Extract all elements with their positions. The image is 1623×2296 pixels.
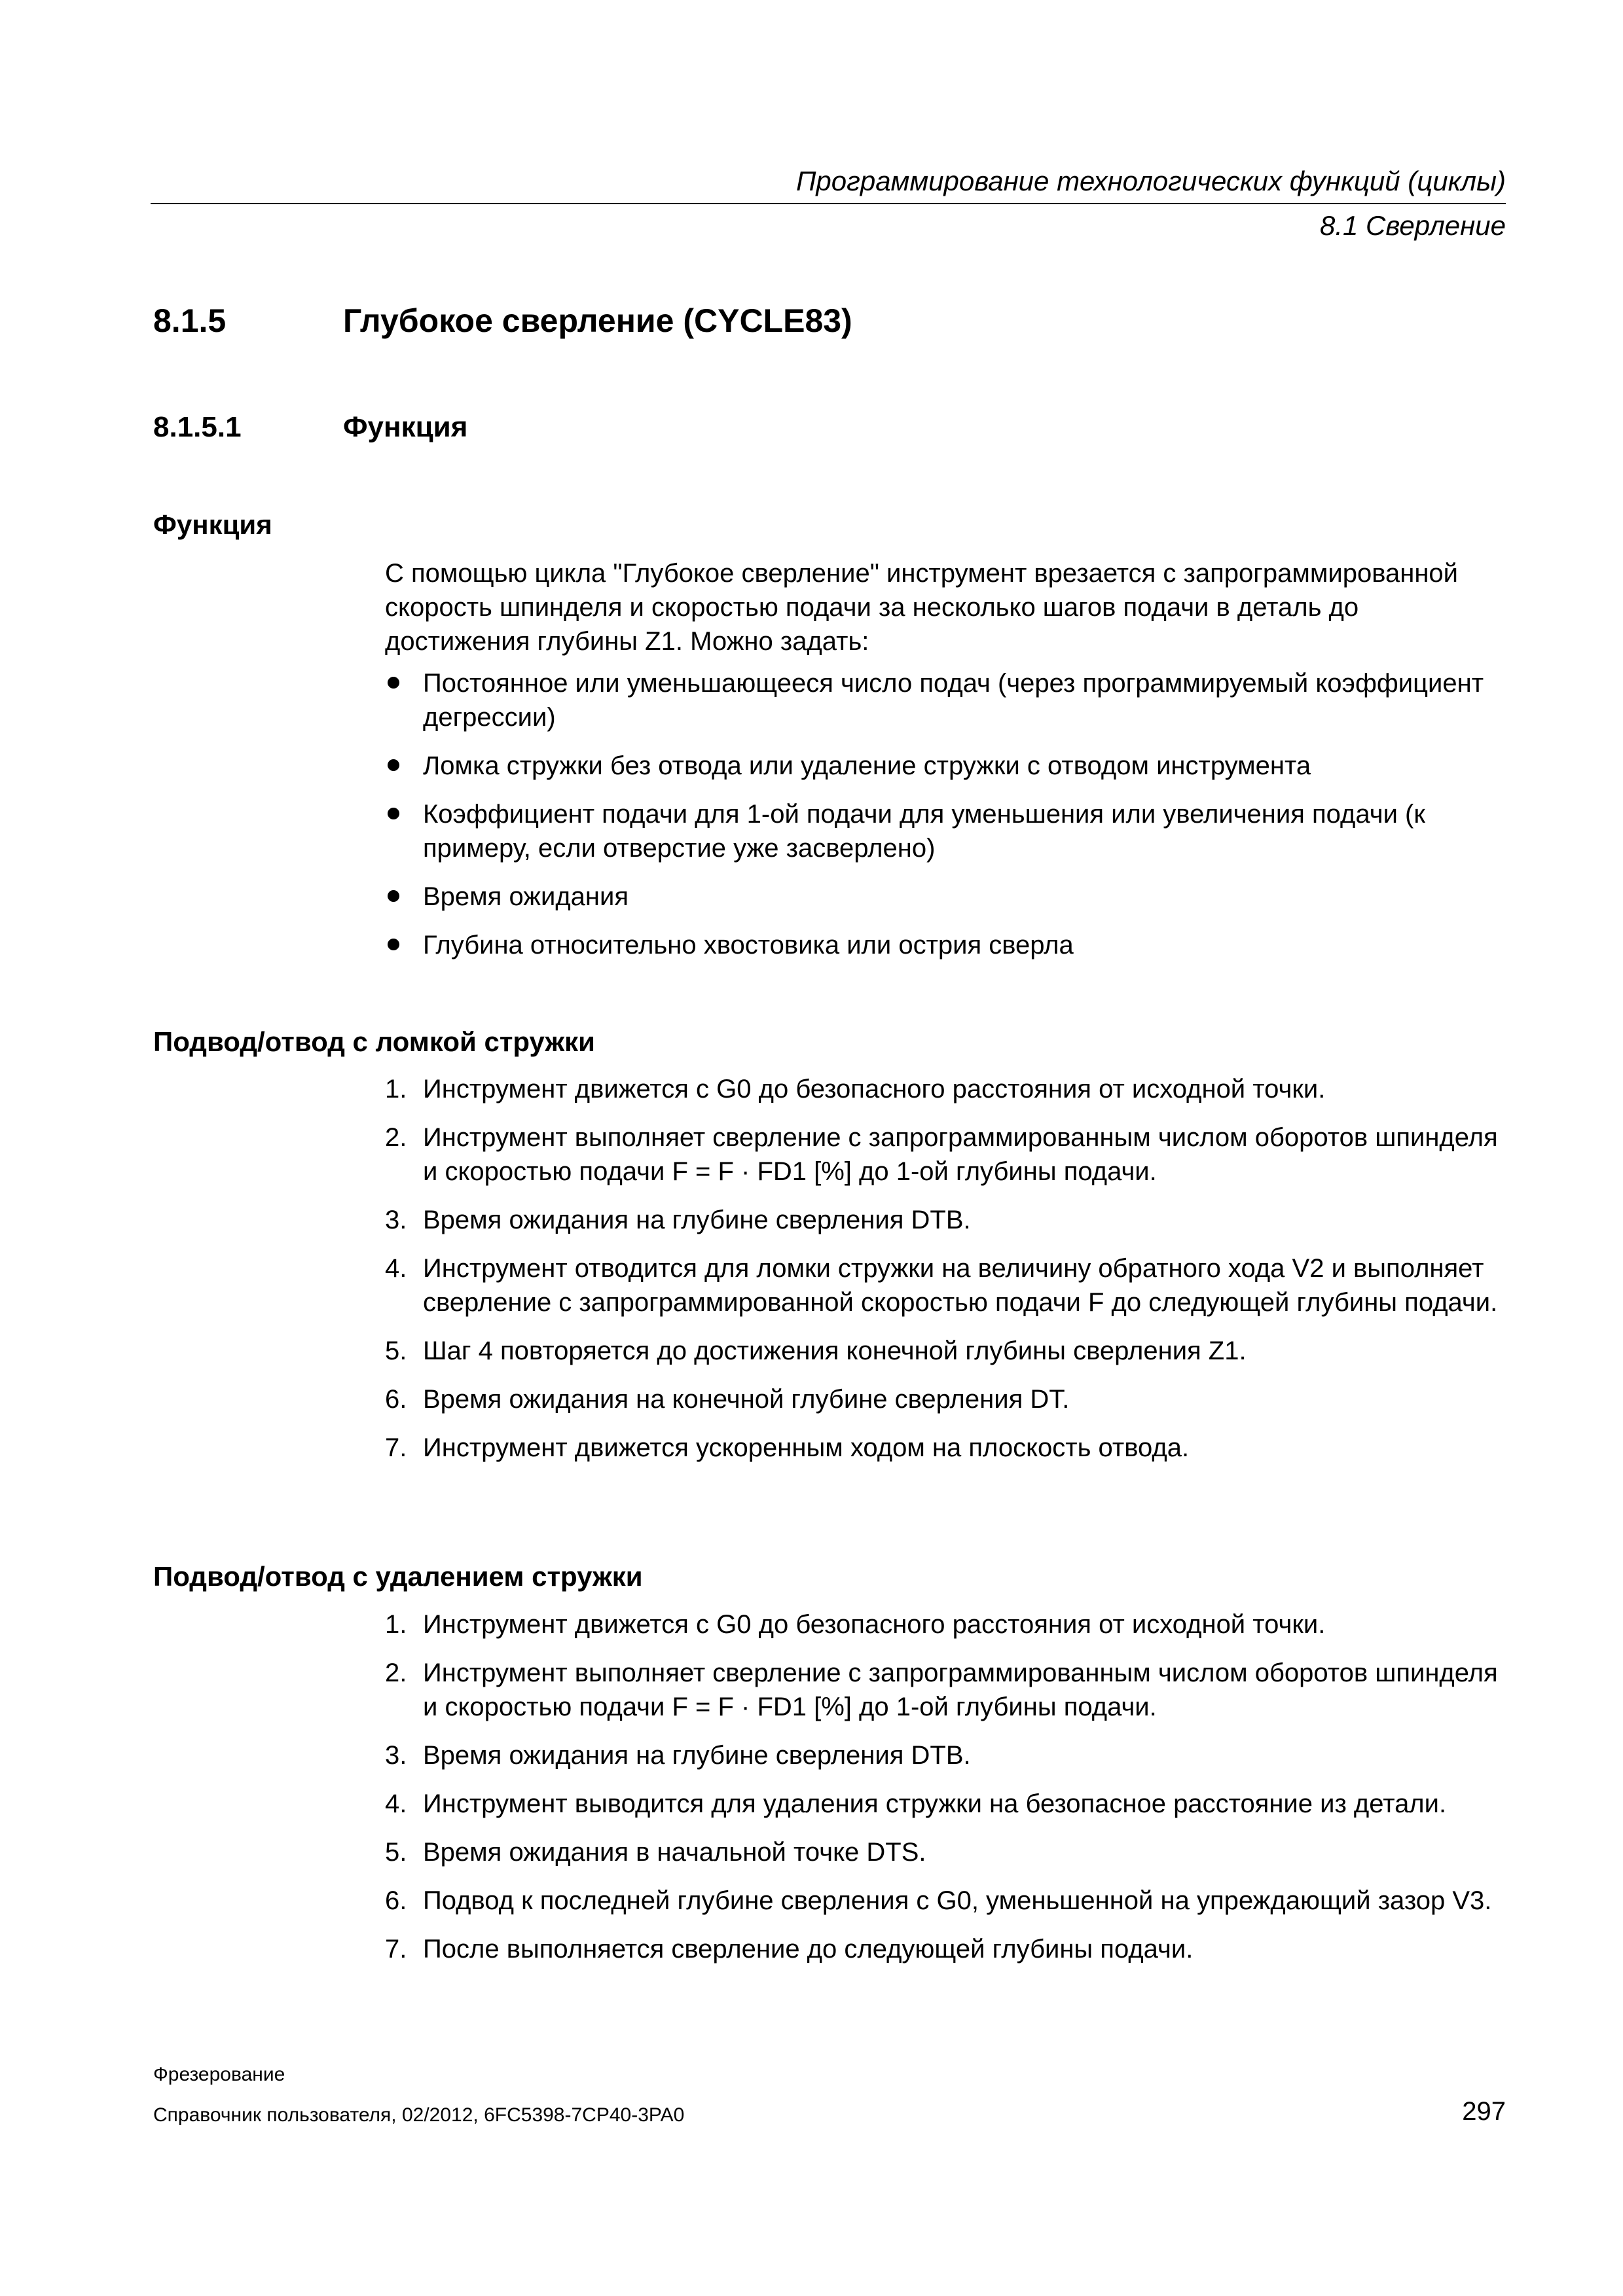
step-number: 1. — [385, 1610, 407, 1639]
list-item: 4. Инструмент выводится для удаления стружки на безопасное расстояние из детали. — [385, 1787, 1506, 1821]
step-number: 6. — [385, 1385, 407, 1414]
step-number: 7. — [385, 1935, 407, 1964]
list-item: 1. Инструмент движется с G0 до безопасного расстояния от исходной точки. — [385, 1607, 1506, 1641]
list-item: Постоянное или уменьшающееся число подач (через программируемый коэффициент дегрессии) — [385, 666, 1506, 734]
bullet-icon — [388, 759, 399, 771]
function-intro: С помощью цикла "Глубокое сверление" инструмент врезается с запрограммированной скорость шпинделя и скоростью подачи за несколько шагов подачи в деталь до достижения глубины Z1. Можно задать: — [385, 559, 1459, 656]
step-number: 2. — [385, 1123, 407, 1152]
subsection-heading — [153, 409, 467, 446]
chip-removal-steps — [385, 1607, 1506, 1981]
step-number: 6. — [385, 1886, 407, 1915]
running-header-subtitle: 8.1 Сверление — [1319, 210, 1506, 241]
section-title: Глубокое сверление (CYCLE83) — [343, 302, 852, 339]
step-number: 1. — [385, 1075, 407, 1103]
running-header — [151, 164, 1506, 241]
list-item: 6. Время ожидания на конечной глубине сверления DT. — [385, 1382, 1506, 1416]
step-number: 5. — [385, 1336, 407, 1365]
step-number: 5. — [385, 1838, 407, 1867]
list-item: Время ожидания — [385, 880, 1506, 914]
step-number: 2. — [385, 1659, 407, 1687]
list-item: 4. Инструмент отводится для ломки стружки на величину обратного хода V2 и выполняет сверление с запрограммированной скоростью подачи F до следующей глубины подачи. — [385, 1251, 1506, 1319]
list-item: 6. Подвод к последней глубине сверления с G0, уменьшенной на упреждающий зазор V3. — [385, 1884, 1506, 1918]
list-item: 5. Шаг 4 повторяется до достижения конечной глубины сверления Z1. — [385, 1334, 1506, 1368]
section-number: 8.1.5 — [153, 302, 227, 339]
list-item: 7. После выполняется сверление до следующей глубины подачи. — [385, 1932, 1506, 1966]
bullet-icon — [388, 939, 399, 950]
function-heading: Функция — [153, 509, 272, 540]
chip-removal-heading: Подвод/отвод с удалением стружки — [153, 1561, 643, 1592]
footer-product: Фрезерование — [153, 2064, 285, 2085]
step-number: 4. — [385, 1789, 407, 1818]
bullet-icon — [388, 890, 399, 902]
bullet-icon — [388, 677, 399, 689]
chip-breaking-heading: Подвод/отвод с ломкой стружки — [153, 1026, 595, 1057]
subsection-number: 8.1.5.1 — [153, 411, 242, 443]
list-item: 3. Время ожидания на глубине сверления DTB. — [385, 1738, 1506, 1772]
list-item: 2. Инструмент выполняет сверление с запрограммированным числом оборотов шпинделя и скоростью подачи F = F · FD1 [%] до 1-ой глубины подачи. — [385, 1656, 1506, 1724]
bullet-icon — [388, 808, 399, 819]
list-item: Глубина относительно хвостовика или острия сверла — [385, 928, 1506, 962]
step-number: 4. — [385, 1254, 407, 1283]
list-item: 7. Инструмент движется ускоренным ходом на плоскость отвода. — [385, 1431, 1506, 1465]
chip-breaking-steps — [385, 1072, 1506, 1479]
section-heading — [153, 301, 852, 340]
list-item: 5. Время ожидания в начальной точке DTS. — [385, 1835, 1506, 1869]
step-number: 3. — [385, 1741, 407, 1770]
step-number: 7. — [385, 1433, 407, 1462]
function-bullet-list — [385, 666, 1506, 977]
page-number: 297 — [1462, 2097, 1506, 2126]
subsection-title: Функция — [343, 411, 468, 443]
list-item: 3. Время ожидания на глубине сверления DTB. — [385, 1203, 1506, 1237]
footer-document-info: Справочник пользователя, 02/2012, 6FC5398-7CP40-3PA0 — [153, 2104, 685, 2126]
list-item: Коэффициент подачи для 1-ой подачи для уменьшения или увеличения подачи (к примеру, если отверстие уже засверлено) — [385, 797, 1506, 865]
list-item: Ломка стружки без отвода или удаление стружки с отводом инструмента — [385, 749, 1506, 783]
list-item: 1. Инструмент движется с G0 до безопасного расстояния от исходной точки. — [385, 1072, 1506, 1106]
step-number: 3. — [385, 1206, 407, 1234]
running-header-title: Программирование технологических функций (циклы) — [795, 166, 1506, 196]
list-item: 2. Инструмент выполняет сверление с запрограммированным числом оборотов шпинделя и скоростью подачи F = F · FD1 [%] до 1-ой глубины подачи. — [385, 1121, 1506, 1189]
